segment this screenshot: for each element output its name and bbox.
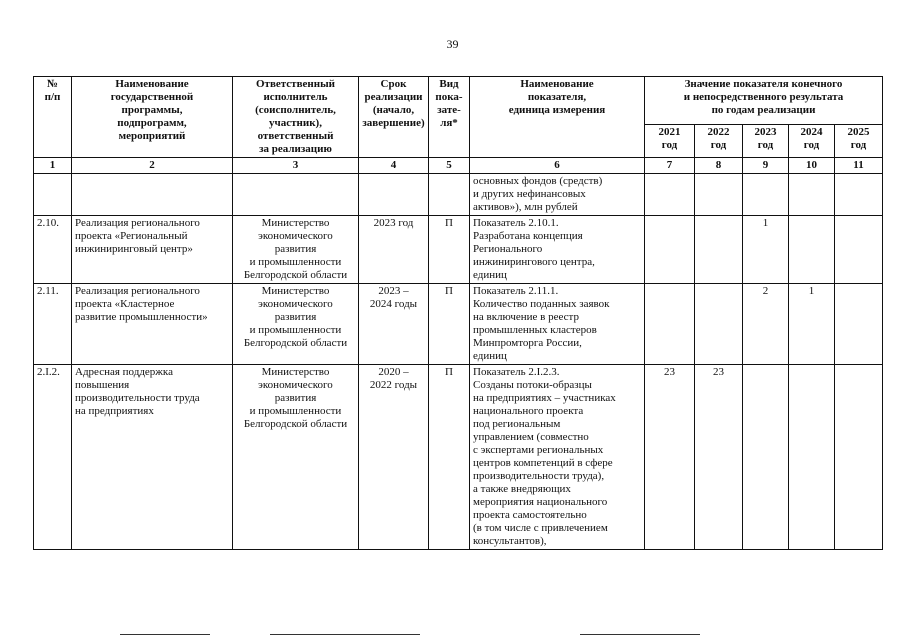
column-number: 8 (695, 158, 743, 174)
header-year-2025: 2025 год (835, 124, 883, 157)
row-num (34, 174, 72, 216)
row-executor: Министерство экономического развития и промышленности Белгородской области (233, 216, 359, 284)
header-values-group: Значение показателя конечного и непосредственного результата по годам реализации (645, 77, 883, 125)
page-number: 39 (446, 37, 459, 51)
scan-artifact-line (270, 634, 420, 635)
row-value-2024 (789, 365, 835, 550)
row-name: Реализация регионального проекта «Кластерное развитие промышленности» (72, 284, 233, 365)
table-row (34, 174, 883, 216)
header-year-2023: 2023 год (743, 124, 789, 157)
column-number: 11 (835, 158, 883, 174)
row-type: П (429, 284, 470, 365)
row-value-2023: 2 (743, 284, 789, 365)
row-name (72, 174, 233, 216)
header-executor: Ответственный исполнитель (соисполнитель, участник), ответственный за реализацию (233, 77, 359, 158)
row-value-2021: 23 (645, 365, 695, 550)
table-row (34, 284, 883, 365)
row-indicator: основных фондов (средств) и других нефинансовых активов»), млн рублей (470, 174, 645, 216)
row-value-2021 (645, 174, 695, 216)
row-type (429, 174, 470, 216)
scan-artifact-line (580, 634, 700, 635)
header-num: № п/п (34, 77, 72, 158)
row-value-2025 (835, 216, 883, 284)
row-value-2025 (835, 365, 883, 550)
row-value-2023 (743, 174, 789, 216)
row-value-2022 (695, 174, 743, 216)
row-name: Адресная поддержка повышения производительности труда на предприятиях (72, 365, 233, 550)
row-value-2023: 1 (743, 216, 789, 284)
row-value-2024 (789, 216, 835, 284)
row-value-2025 (835, 174, 883, 216)
column-number: 5 (429, 158, 470, 174)
header-year-2022: 2022 год (695, 124, 743, 157)
header-period: Срок реализации (начало, завершение) (359, 77, 429, 158)
column-number-row (34, 158, 883, 174)
row-executor: Министерство экономического развития и промышленности Белгородской области (233, 365, 359, 550)
column-number: 3 (233, 158, 359, 174)
table-row (34, 365, 883, 550)
row-period (359, 174, 429, 216)
row-value-2022: 23 (695, 365, 743, 550)
column-number: 1 (34, 158, 72, 174)
column-number: 7 (645, 158, 695, 174)
column-number: 2 (72, 158, 233, 174)
row-num: 2.I.2. (34, 365, 72, 550)
row-value-2021 (645, 216, 695, 284)
row-type: П (429, 365, 470, 550)
column-number: 4 (359, 158, 429, 174)
row-value-2021 (645, 284, 695, 365)
row-num: 2.10. (34, 216, 72, 284)
row-value-2022 (695, 284, 743, 365)
header-year-2021: 2021 год (645, 124, 695, 157)
row-indicator: Показатель 2.10.1. Разработана концепция Регионального инжинирингового центра, единиц (470, 216, 645, 284)
table-row (34, 216, 883, 284)
header-year-2024: 2024 год (789, 124, 835, 157)
row-value-2025 (835, 284, 883, 365)
header-type: Вид пока- зате- ля* (429, 77, 470, 158)
indicators-table (33, 76, 883, 550)
column-number: 10 (789, 158, 835, 174)
row-value-2023 (743, 365, 789, 550)
header-row-1 (34, 77, 883, 125)
row-type: П (429, 216, 470, 284)
row-executor (233, 174, 359, 216)
row-num: 2.11. (34, 284, 72, 365)
column-number: 9 (743, 158, 789, 174)
row-period: 2023 год (359, 216, 429, 284)
row-value-2022 (695, 216, 743, 284)
header-indicator: Наименование показателя, единица измерения (470, 77, 645, 158)
row-indicator: Показатель 2.I.2.3. Созданы потоки-образцы на предприятиях – участниках национального проекта под региональным управлением (совместно с экспертами региональных центров компетенций в сфере производительности труда), а также внедряющих мероприятия национального проекта самостоятельно (в том числе с привлечением консультантов), (470, 365, 645, 550)
row-period: 2020 – 2022 годы (359, 365, 429, 550)
row-value-2024: 1 (789, 284, 835, 365)
row-name: Реализация регионального проекта «Региональный инжиниринговый центр» (72, 216, 233, 284)
row-indicator: Показатель 2.11.1. Количество поданных заявок на включение в реестр промышленных кластеров Минпромторга России, единиц (470, 284, 645, 365)
row-value-2024 (789, 174, 835, 216)
scan-artifact-line (120, 634, 210, 635)
column-number: 6 (470, 158, 645, 174)
header-name: Наименование государственной программы, подпрограмм, мероприятий (72, 77, 233, 158)
row-period: 2023 – 2024 годы (359, 284, 429, 365)
row-executor: Министерство экономического развития и промышленности Белгородской области (233, 284, 359, 365)
